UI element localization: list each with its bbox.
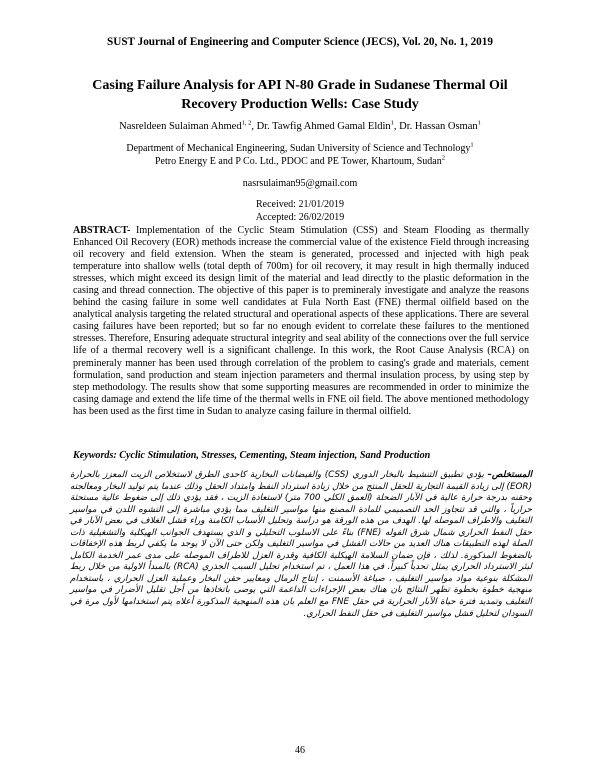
author-separator: , — [251, 121, 257, 132]
author-name: Dr. Tawfig Ahmed Gamal Eldin — [256, 121, 391, 132]
keywords: Keywords: Cyclic Stimulation, Stresses, Cementing, Steam injection, Sand Production — [73, 450, 431, 461]
affiliations — [120, 142, 480, 168]
accepted-date: Accepted: 26/02/2019 — [255, 212, 345, 223]
author-name: Dr. Hassan Osman — [399, 121, 478, 132]
author-separator: , — [393, 121, 400, 132]
arabic-abstract — [70, 470, 532, 620]
author-affiliation-mark: 1 — [477, 119, 481, 127]
affiliation-mark: 2 — [441, 154, 445, 162]
author-name: Nasreldeen Sulaiman Ahmed — [119, 121, 242, 132]
page-number: 46 — [295, 745, 305, 756]
author-affiliation-mark: 1, 2 — [241, 119, 252, 127]
arabic-abstract-label: المستخلص– — [487, 470, 533, 480]
submission-dates — [0, 198, 600, 224]
affiliation-line — [120, 142, 480, 155]
affiliation-line — [120, 155, 480, 168]
received-date: Received: 21/01/2019 — [255, 199, 345, 210]
paper-title: Casing Failure Analysis for API N-80 Grade in Sudanese Thermal Oil Recovery Production Wells: Case Study — [92, 78, 508, 112]
abstract — [73, 225, 529, 418]
contact-email: nasrsulaiman95@gmail.com — [242, 178, 358, 189]
affiliation-mark: 1 — [470, 141, 474, 149]
abstract-text: Implementation of the Cyclic Steam Stimulation (CSS) and Steam Flooding as thermally Enhanced Oil Recovery (EOR) methods increase the commercial value of the existence Field through increasing oil recovery and field extension. When the steam is generated, processed and injected with high peak temperature into shallow wells (total depth of 700m) for oil recovery, it may result in high thermally induced stresses, which might exceed its design limit of the material and lead directly to the plastic deformation in the casing and thread connection. The objective of this paper is to premineraly investigate and analyze the reasons behind the casing failure in some well candidates at Fula North East (FNE) thermal oilfield based on the analytical analysis targeting the related structural and operational aspects of these applications. There are several casing failures have been reported; but so far no enough evident to correlate these failures to the mentioned stresses. Therefore, Ensuring adequate structural integrity and seal ability of the connections over the full service life of a thermal recovery well is a significant challenge. In this work, the Root Cause Analysis (RCA) on premineraly manner has been used through correlation of the problem to casing's grade and materials, cement formulation, sand production and steam injection parameters and thermal insulation process, by using step by step methodology. The results show that some supporting measures are recommended in order to minimize the casing damage and extend the life time of the thermal wells in FNE oil field. The above mentioned methodology has been used as the first time in Sudan to analyze casing failure in thermal oilfield. — [73, 225, 529, 417]
affiliation-text: Department of Mechanical Engineering, Sudan University of Science and Technology — [126, 143, 471, 154]
author-affiliation-mark: 1 — [390, 119, 394, 127]
journal-header: SUST Journal of Engineering and Computer Science (JECS), Vol. 20, No. 1, 2019 — [107, 36, 493, 48]
abstract-label: ABSTRACT- — [73, 225, 131, 236]
author-list — [0, 121, 600, 132]
arabic-abstract-text: يؤدي تطبيق التنشيط بالبخار الدوري (CSS) والفيضانات البخارية كاحدى الطرق لاستخلاص الزيت المعزز بالحرارة (EOR) إلى زيادة القيمة التجارية للحقل المنتج من خلال زيادة استرداد النفط وامتداد الحقل وذلك عندما يتم توليد البخار ومعالجته وحقنه بدرجة حرارة عالية في الآبار الضحلة (العمق الكلي 700 متر) لاستعادة الزيت ، فقد يؤدي ذلك إلى ضغوط عالية مستحثة حرارياً ، والتي قد تتجاوز الحد التصميمي للمادة المصنع منها مواسير التغليف مما يؤدي مباشرة إلى التشوه اللدن في مواسير التغليف والاطراف الموصله لها. الهدف من هذه الورقة هو دراسة وتحليل الأسباب الكامنة وراء فشل الغلاف في بعض الآبار في حقل النفط الحراري شمال شرق الفوله (FNE) بناءً على الاسلوب التحليلي و الذي يستهدف الجوانب الهيكلية والتشغيلية ذات الصلة لهذه التطبيقات هناك العديد من حالات الفشل في مواسير التغليف ولكن حتى الآن لا يوجد ما يكفي لربط هذه الإخفاقات بالضغوط المذكورة. لذلك ، فإن ضمان السلامة الهيكلية الكافية وقدرة العزل للاطراف الموصله على مدى عمر الخدمة الكامل لبئر الاسترداد الحراري يمثل تحدياً كبيراً. في هذا العمل ، تم استخدام تحليل السبب الجذري (RCA) بالمبدأ الاولية من خلال ربط المشكلة بنوعية مواد مواسير التغليف ، صياغة الأسمنت ، إنتاج الرمال ومعايير حقن البخار وعملية العزل الحراري ، باستخدام منهجية خطوة بخطوة تظهر النتائج بان هناك بعض الإجراءات الداعمة التي يوصى باتخاذها من أجل تقليل الأضرار في مواسير التغليف وتمديد فترة حياة الآبار الحرارية في حقل FNE مع العلم بان هذه المنهجية المذكورة أعلاه يتم استخدامها لأول مرة في السودان لتحليل فشل مواسير التغليف في حقل النفط الحراري. — [70, 470, 532, 619]
affiliation-text: Petro Energy E and P Co. Ltd., PDOC and PE Tower, Khartoum, Sudan — [155, 156, 442, 167]
